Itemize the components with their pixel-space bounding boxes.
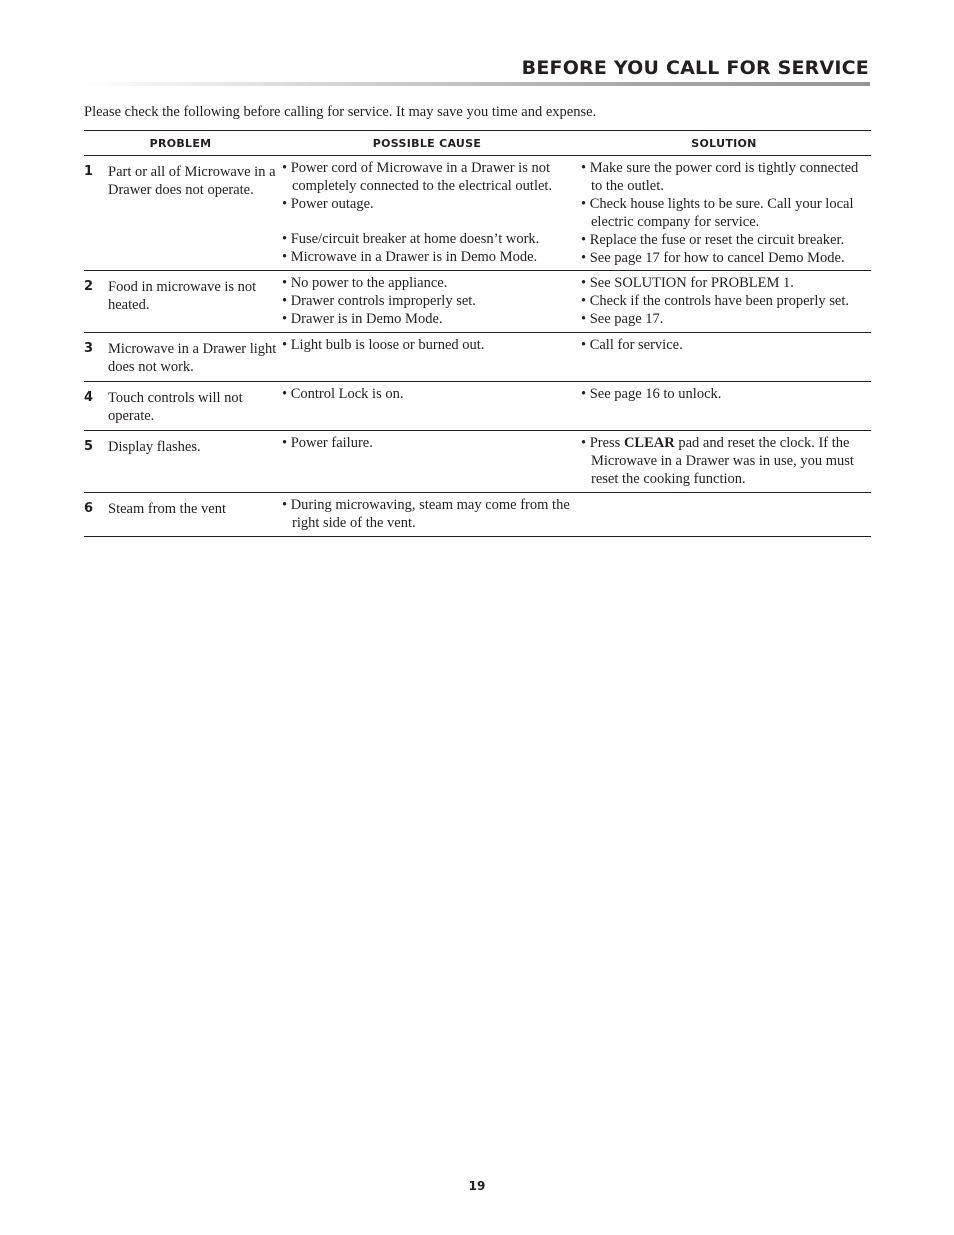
- table-row: [84, 431, 871, 493]
- intro-text: Please check the following before calling for service. It may save you time and expense.: [84, 104, 597, 120]
- problem-number: 5: [84, 439, 94, 454]
- solution-item: • Make sure the power cord is tightly connected to the outlet.: [581, 160, 859, 194]
- cause-cell: [282, 271, 581, 332]
- column-header-problem: PROBLEM: [149, 136, 212, 150]
- solution-cell: [581, 271, 871, 332]
- cause-cell: [282, 156, 581, 270]
- solution-item: • See page 16 to unlock.: [581, 386, 722, 402]
- solution-text-pre: • Press: [581, 435, 624, 451]
- problem-number: 2: [84, 279, 94, 294]
- solution-text-post: pad and reset the clock. If the Microwave in a Drawer was in use, you must reset the cooking function.: [591, 435, 854, 487]
- table-header: [84, 131, 871, 156]
- page-number: 19: [468, 1179, 486, 1193]
- problem-text: Display flashes.: [108, 439, 201, 455]
- cause-item: • Power cord of Microwave in a Drawer is not completely connected to the electrical outlet.: [282, 160, 553, 194]
- solution-cell: [581, 333, 871, 381]
- column-header-solution: SOLUTION: [691, 136, 757, 150]
- cause-cell: [282, 382, 581, 430]
- problem-text: Touch controls will not operate.: [108, 390, 243, 424]
- cause-item: • During microwaving, steam may come from the right side of the vent.: [282, 497, 570, 531]
- problem-number: 4: [84, 390, 94, 405]
- clear-pad-label: CLEAR: [623, 435, 675, 451]
- solution-item: • Check house lights to be sure. Call your local electric company for service.: [581, 196, 854, 230]
- cause-item: • Drawer is in Demo Mode.: [282, 311, 443, 327]
- cause-item: • Fuse/circuit breaker at home doesn’t work.: [282, 231, 540, 247]
- cause-cell: [282, 333, 581, 381]
- solution-item: • Call for service.: [581, 337, 683, 353]
- table-row: [84, 271, 871, 333]
- solution-cell: [581, 156, 871, 270]
- table-row: [84, 156, 871, 271]
- table-row: [84, 333, 871, 382]
- problem-text: Microwave in a Drawer light does not work.: [108, 341, 277, 375]
- column-header-cause: POSSIBLE CAUSE: [372, 136, 482, 150]
- problem-number: 1: [84, 164, 94, 179]
- solution-item: [581, 434, 871, 488]
- problem-text: Food in microwave is not heated.: [108, 279, 257, 313]
- table-row: [84, 493, 871, 537]
- problem-number: 3: [84, 341, 94, 356]
- cause-item: • Microwave in a Drawer is in Demo Mode.: [282, 249, 538, 265]
- problem-text: Part or all of Microwave in a Drawer does not operate.: [108, 164, 276, 198]
- problem-number: 6: [84, 501, 94, 516]
- solution-item: • See page 17 for how to cancel Demo Mode.: [581, 250, 845, 266]
- title-divider: [84, 82, 870, 86]
- cause-cell: [282, 431, 581, 492]
- solution-item: • See page 17.: [581, 311, 664, 327]
- cause-item: • Power failure.: [282, 435, 373, 451]
- cause-item: • Light bulb is loose or burned out.: [282, 337, 485, 353]
- table-row: [84, 382, 871, 431]
- solution-item: • Check if the controls have been properly set.: [581, 293, 850, 309]
- solution-cell: [581, 382, 871, 430]
- cause-item: • Drawer controls improperly set.: [282, 293, 476, 309]
- cause-item: • Power outage.: [282, 196, 374, 212]
- cause-item: • No power to the appliance.: [282, 275, 448, 291]
- solution-item: • See SOLUTION for PROBLEM 1.: [581, 275, 794, 291]
- solution-cell: [581, 431, 871, 492]
- cause-item: • Control Lock is on.: [282, 386, 404, 402]
- solution-item: • Replace the fuse or reset the circuit breaker.: [581, 232, 845, 248]
- page-header: [84, 56, 870, 86]
- cause-cell: [282, 493, 581, 536]
- solution-cell: [581, 493, 871, 536]
- problem-text: Steam from the vent: [108, 501, 226, 517]
- troubleshooting-table: [84, 130, 871, 537]
- page-title: BEFORE YOU CALL FOR SERVICE: [521, 57, 869, 79]
